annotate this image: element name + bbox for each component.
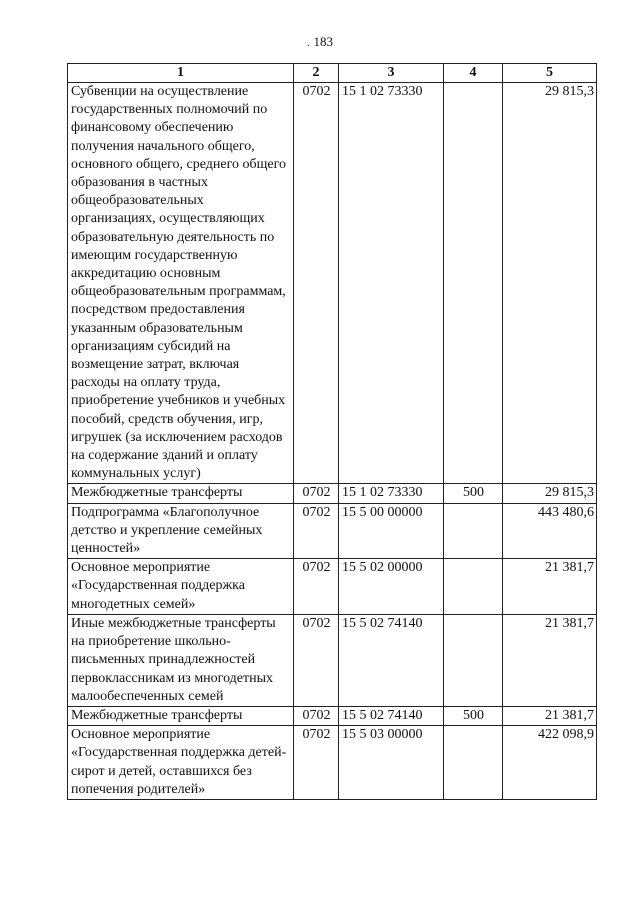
row-amount: 21 381,7: [503, 614, 597, 706]
row-name: Подпрограмма «Благополучное детство и укрепление семейных ценностей»: [68, 503, 294, 559]
header-col-3: 3: [339, 64, 444, 83]
table-row: [68, 559, 597, 615]
row-section: 0702: [294, 726, 339, 800]
row-target: 15 5 02 00000: [339, 559, 444, 615]
row-target: 15 5 00 00000: [339, 503, 444, 559]
row-expense-type: 500: [444, 484, 503, 503]
row-amount: 443 480,6: [503, 503, 597, 559]
table-row: [68, 83, 597, 484]
row-section: 0702: [294, 559, 339, 615]
header-col-2: 2: [294, 64, 339, 83]
row-target: 15 5 03 00000: [339, 726, 444, 800]
row-section: 0702: [294, 614, 339, 706]
row-target: 15 1 02 73330: [339, 83, 444, 484]
table-row: [68, 503, 597, 559]
table-row: [68, 706, 597, 725]
row-section: 0702: [294, 503, 339, 559]
header-col-5: 5: [503, 64, 597, 83]
row-expense-type: [444, 83, 503, 484]
table-row: [68, 726, 597, 800]
page-number-value: 183: [313, 34, 333, 49]
table-row: [68, 614, 597, 706]
budget-table: [67, 63, 597, 800]
row-expense-type: [444, 726, 503, 800]
row-target: 15 5 02 74140: [339, 614, 444, 706]
row-amount: 422 098,9: [503, 726, 597, 800]
row-expense-type: [444, 559, 503, 615]
row-amount: 29 815,3: [503, 83, 597, 484]
row-expense-type: [444, 614, 503, 706]
page-mark: .: [307, 38, 310, 49]
row-amount: 29 815,3: [503, 484, 597, 503]
row-section: 0702: [294, 484, 339, 503]
page-number: [0, 34, 640, 50]
row-name: Субвенции на осуществление государственных полномочий по финансовому обеспечению получения начального общего, основного общего, среднего общего образования в частных общеобразовательных организациях, осуществляющих образовательную деятельность по имеющим государственную аккредитацию основным общеобразовательным программам, посредством предоставления указанным образовательным организациям субсидий на возмещение затрат, включая расходы на оплату труда, приобретение учебников и учебных пособий, средств обучения, игр, игрушек (за исключением расходов на содержание зданий и оплату коммунальных услуг): [68, 83, 294, 484]
row-expense-type: 500: [444, 706, 503, 725]
row-section: 0702: [294, 83, 339, 484]
row-section: 0702: [294, 706, 339, 725]
row-name: Основное мероприятие «Государственная поддержка детей-сирот и детей, оставшихся без попечения родителей»: [68, 726, 294, 800]
header-col-1: 1: [68, 64, 294, 83]
row-expense-type: [444, 503, 503, 559]
row-amount: 21 381,7: [503, 706, 597, 725]
row-target: 15 1 02 73330: [339, 484, 444, 503]
table-row: [68, 484, 597, 503]
row-amount: 21 381,7: [503, 559, 597, 615]
header-row: [68, 64, 597, 83]
row-name: Межбюджетные трансферты: [68, 706, 294, 725]
row-name: Межбюджетные трансферты: [68, 484, 294, 503]
header-col-4: 4: [444, 64, 503, 83]
row-name: Иные межбюджетные трансферты на приобретение школьно-письменных принадлежностей первоклассникам из многодетных малообеспеченных семей: [68, 614, 294, 706]
row-target: 15 5 02 74140: [339, 706, 444, 725]
row-name: Основное мероприятие «Государственная поддержка многодетных семей»: [68, 559, 294, 615]
